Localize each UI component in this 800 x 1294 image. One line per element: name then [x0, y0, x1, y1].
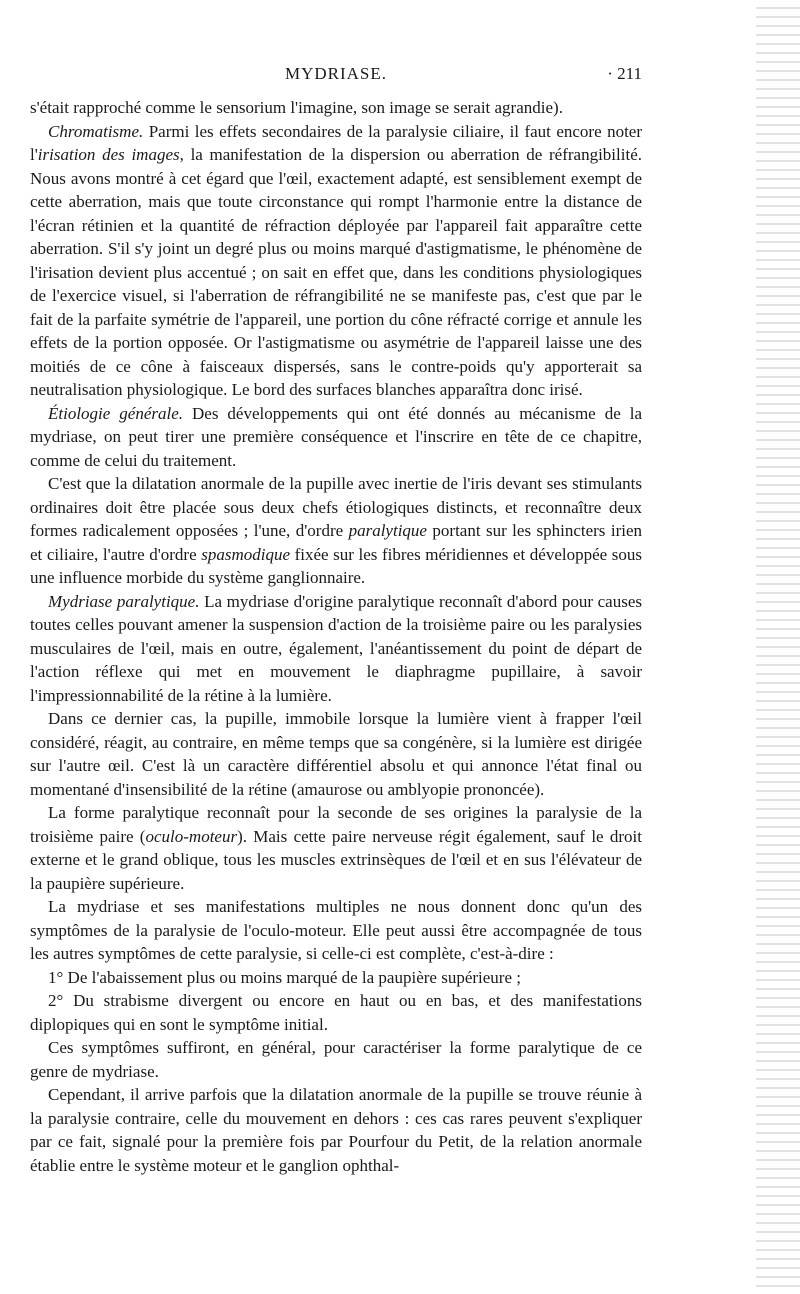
- paragraph-cependant: Cependant, il arrive parfois que la dilatation anormale de la pupille se trouve réunie à la paralysie contraire, celle du mouvement en dehors : ces cas rares peuvent s'expliquer par ce fait, signalé pour la première fois par Pourfour du Petit, de la relation anormale établie entre le système moteur et le ganglion ophthal-: [30, 1085, 642, 1175]
- paragraph-two-forms: [30, 472, 642, 590]
- body-text: [30, 96, 642, 1177]
- paragraph-chromatisme: [30, 120, 642, 402]
- paragraph-dernier-cas: Dans ce dernier cas, la pupille, immobile lorsque la lumière vient à frapper l'œil considéré, réagit, au contraire, en même temps que sa congénère, si la lumière est dirigée sur l'autre œil. C'est là un caractère différentiel absolu et qui annonce l'état final ou momentané d'insensibilité de la rétine (amaurose ou amblyopie prononcée).: [30, 709, 642, 799]
- paragraph-etiologie: [30, 402, 642, 473]
- paragraph-text: , la manifestation de la dispersion ou aberration de réfrangibilité. Nous avons montré à cet égard que l'œil, exactement adapté, est sensiblement exempt de cette aberration, mais que toute circonstance qui rompt l'harmonie entre la distance de l'écran rétinien et la quantité de réfraction déployée par l'appareil fait apparaître cette aberration. S'il s'y joint un degré plus ou moins marqué d'astigmatisme, le phénomène de l'irisation devient plus accentué ; on sait en effet que, dans les conditions physiologiques de l'exercice visuel, si l'aberration de réfrangibilité ne se manifeste pas, c'est que par le fait de la parfaite symétrie de l'appareil, une portion du cône réfracté corrige et annule les effets de la portion opposée. Or l'astigmatisme ou asymétrie de l'appareil laisse une des moitiés de ce cône à faisceaux dispersés, sans le contre-poids qu'y apporterait sa neutralisation physiologique. Le bord des surfaces blanches apparaîtra donc irisé.: [30, 145, 642, 399]
- page-header: [30, 64, 642, 88]
- list-item-2: 2° Du strabisme divergent ou encore en haut ou en bas, et des manifestations diplopiques qui en sont le symptôme initial.: [30, 991, 642, 1034]
- emphasis-text: irisation des images: [37, 145, 180, 164]
- running-head: MYDRIASE.: [284, 64, 388, 83]
- paragraph-continuation: s'était rapproché comme le sensorium l'imagine, son image se serait agrandie).: [30, 98, 563, 117]
- paragraph-text: Parmi les effets secondaires de la paralysie ciliaire, il faut encore noter l': [30, 121, 642, 164]
- page-edge-strip: [756, 0, 800, 1294]
- paragraph-symptomes: La mydriase et ses manifestations multiples ne nous donnent donc qu'un des symptômes de la paralysie de l'oculo-moteur. Elle peut aussi être accompagnée de tous les autres symptômes de cette paralysie, si celle-ci est complète, c'est-à-dire :: [30, 897, 642, 963]
- emphasis-text: spasmodique: [201, 544, 291, 564]
- paragraph-text: Des développements qui ont été donnés au mécanisme de la mydriase, on peut tirer une première conséquence et l'inscrire en tête de ce chapitre, comme de celui du traitement.: [30, 403, 642, 470]
- paragraph-text: La forme paralytique reconnaît pour la seconde de ses origines la paralysie de la troisième paire (: [30, 803, 642, 846]
- paragraph-text: fixée sur les fibres méridiennes et développée sous une influence morbide du système ganglionnaire.: [30, 544, 642, 587]
- emphasis-text: oculo-moteur: [145, 826, 238, 846]
- list-item-1: 1° De l'abaissement plus ou moins marqué de la paupière supérieure ;: [48, 967, 521, 987]
- paragraph-text: La mydriase d'origine paralytique reconnaît d'abord pour causes toutes celles pouvant amener la suspension d'action de la troisième paire ou les paralysies musculaires de l'œil, mais en outre, également, l'anéantissement du point de départ de l'action réflexe qui met en mouvement le diaphragme pupillaire, à savoir l'impressionnabilité de la rétine à la lumière.: [30, 591, 642, 705]
- paragraph-mydriase-paralytique: [30, 590, 642, 708]
- paragraph-text: C'est que la dilatation anormale de la pupille avec inertie de l'iris devant ses stimulants ordinaires doit être placée sous deux chefs étiologiques distincts, et reconnaître deux formes radicalement opposées ; l'une, d'ordre: [30, 474, 642, 540]
- paragraph-text: portant sur les sphincters irien et ciliaire, l'autre d'ordre: [30, 521, 642, 564]
- section-heading-chromatisme: Chromatisme.: [48, 121, 144, 141]
- page-number: · 211: [607, 64, 642, 83]
- emphasis-text: paralytique: [348, 521, 427, 540]
- section-heading-etiologie: Étiologie générale.: [48, 403, 184, 423]
- paragraph-caracteriser: Ces symptômes suffiront, en général, pour caractériser la forme paralytique de ce genre de mydriase.: [30, 1038, 642, 1081]
- paragraph-forme-paralytique: [30, 801, 642, 895]
- section-heading-mydriase-paralytique: Mydriase paralytique.: [48, 591, 200, 611]
- paragraph-text: ). Mais cette paire nerveuse régit également, sauf le droit externe et le grand oblique, tous les muscles extrinsèques de l'œil et en sus l'élévateur de la paupière supérieure.: [30, 826, 642, 893]
